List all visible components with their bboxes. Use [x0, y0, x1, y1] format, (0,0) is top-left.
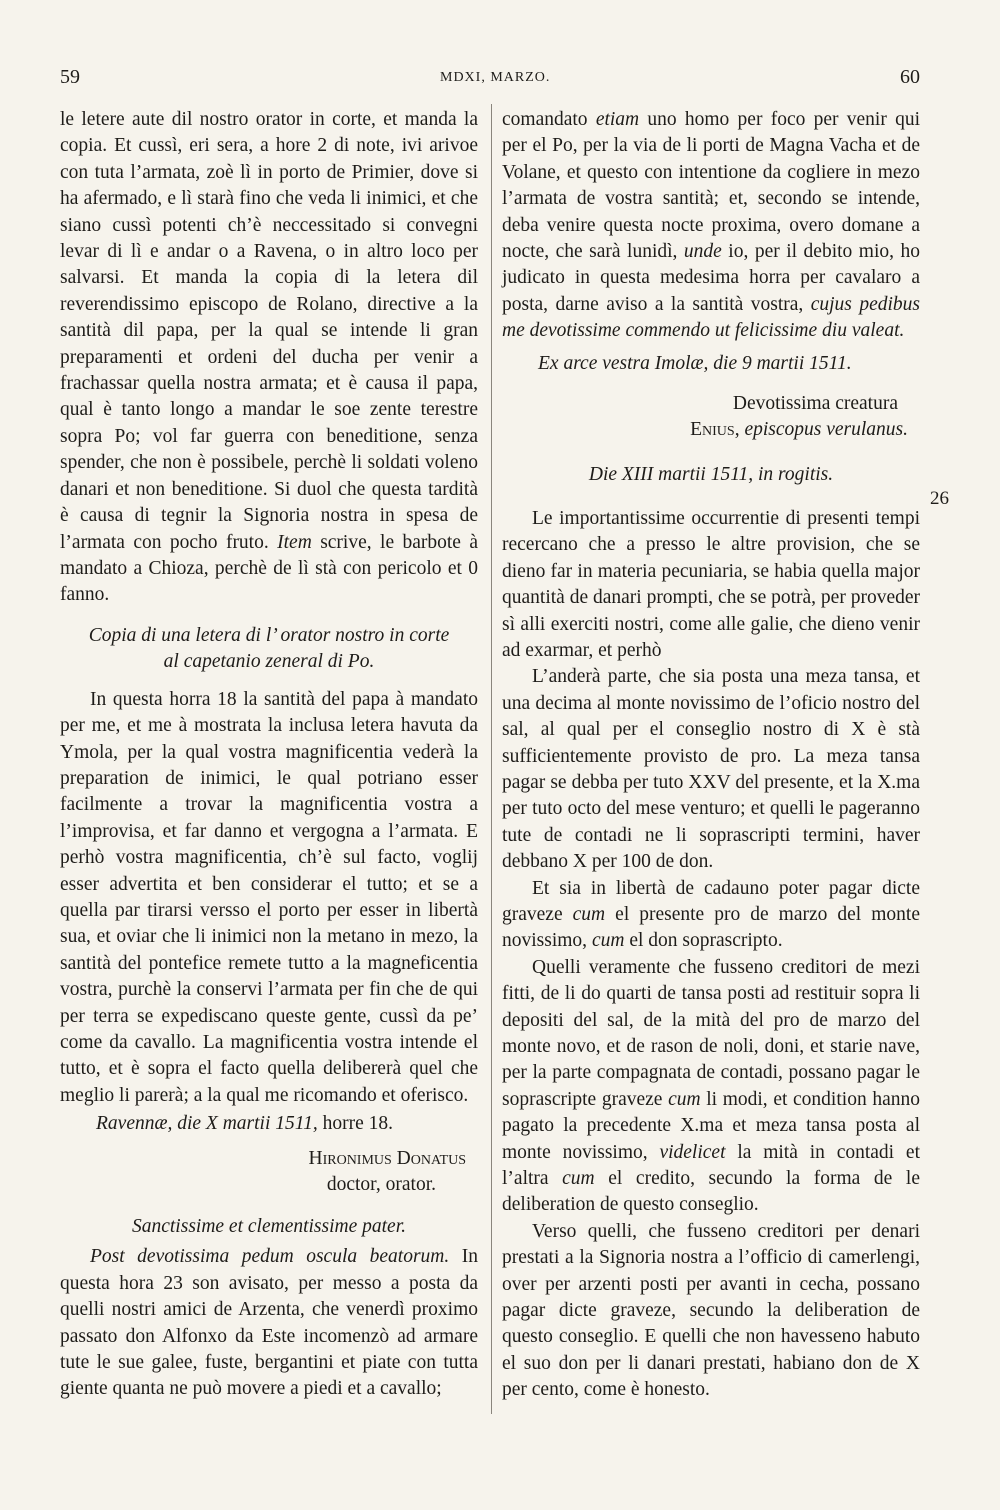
paragraph: L’anderà parte, che sia posta una meza tansa, et una decima al monte novissimo de l’oficio nostro del sal, al qual per el conseglio nostro di X è stà sufficientemente provisto de pro. La meza tansa pagar se debba per tuto XXV del presente, et la X.ma per tuto octo del mese venturo; et quelli le pageranno tute de contadi ne li soprascripti termini, haver debbano X per 100 de don. [502, 666, 920, 873]
page-number-right: 60 [900, 66, 920, 88]
dateline: Ex arce vestra Imolæ, die 9 martii 1511. [538, 352, 852, 374]
dateline-place: Ravennæ, die X martii 1511, [96, 1113, 318, 1135]
italic-word: cum [572, 903, 606, 925]
signature-name: Hironimus Donatus [308, 1147, 466, 1169]
paragraph-text: Et sia in libertà de cadauno poter pagar dicte graveze [502, 877, 920, 925]
signature [502, 391, 920, 444]
signature [60, 1146, 478, 1199]
paragraph-text: In questa hora 23 son avisato, per messo a posta da quelli nostri amici de Arzenta, che venerdì proximo passato don Alfonxo da Este incomenzò ad armare tute le sue galee, fuste, bergantini et piate con tutta giente quanta ne può movere a piedi et a cavallo; [60, 1246, 478, 1400]
paragraph-text: Quelli veramente che fusseno creditori de mezi fitti, de li do quarti de tansa posti ad restituir sopra li depositi del sal, de la mità del pro de marzo del monte novo, et de rason de noli, doni, et starie nave, per la parte compagnata de contadi, possano pagar le soprascripte graveze [502, 956, 920, 1110]
paragraph [60, 107, 478, 609]
paragraph-text: el credito, secundo la forma de le deliberation de questo conseglio. [502, 1168, 920, 1216]
paragraph [60, 1244, 478, 1402]
paragraph [502, 107, 920, 345]
paragraph [502, 876, 920, 955]
dateline-hour: horre 18. [317, 1113, 393, 1135]
heading-line: al capetanio zeneral di Po. [163, 650, 375, 672]
italic-word: Item [277, 531, 312, 553]
paragraph-text: uno homo per foco per venir qui per el Po, per la via de li porti de Magna Vacha et de Volane, et questo con intentione da cogliere in mezo l’armata de vostra santità; et, secondo se intende, deba venire questa nocte proxima, overo domane a nocte, che sarà lunidì, [502, 109, 920, 263]
section-heading [60, 623, 478, 675]
column-divider [491, 104, 492, 1414]
paragraph-text: el presente pro de marzo del monte novissimo, [502, 903, 920, 952]
paragraph-text: la mità in contadi et l’altra [502, 1141, 920, 1190]
paragraph-text: scrive, le barbote à mandato a Chioza, perchè de lì stà con pericolo et 0 fanno. [60, 531, 479, 606]
heading-line: Copia di una letera di l’ orator nostro in corte [88, 624, 450, 646]
salutation: Sanctissime et clementissime pater. [131, 1216, 407, 1238]
paragraph: In questa horra 18 la santità del papa à mandato per me, et me à mostrata la inclusa letera havuta da Ymola, per la qual vostra magnificentia vederà la preparation de inimici, le qual potriano esser facilmente a trovar la magnificentia vostra a l’improvisa, et far danno et vergogna a l’armata. E perhò vostra magnificentia, ch’è sul facto, voglij esser advertita et ben considerar el tutto; et se a quella par tirarsi versso el porto per esser in libertà sua, et oviar che li inimici non la metano in mezo, la santità del pontefice remete tutto a la magneficentia vostra, purchè la conservi l’armata per fin che de qui per terra se expediscano queste gente, cussì da pe’ come da cavallo. La magnificentia vostra intende el tutto, et è sopra el facto quella delibererà quel che meglio li parerà; a la qual me ricomando et oferisco. [60, 688, 478, 1106]
paragraph-text: comandato [502, 109, 596, 130]
running-title: MDXI, MARZO. [440, 70, 551, 85]
paragraph: Verso quelli, che fusseno creditori per denari prestati a la Signoria nostra a l’officio di camerlengi, over per arzenti posti per avanti in cecha, possano pagar dicte graveze, secundo la deliberation de questo conseglio. E quelli che non havesseno habuto el suo don per li danari prestati, habiano don de X per cento, come è honesto. [502, 1220, 920, 1401]
italic-word: cum [591, 930, 625, 952]
section-heading: Die XIII martii 1511, in rogitis. [588, 463, 834, 485]
italic-word: cum [668, 1088, 701, 1110]
paragraph-text: le letere aute dil nostro orator in corte, et manda la copia. Et cussì, eri sera, a hore 2 di note, ivi arivoe con tuta l’armata, zoè lì in porto de Primier, dove si ha afermado, e lì starà fino che veda li inimici, et che siano cussì potenti ch’è neccessitado si convegni levar di lì e andar o a Ravena, o in altro loco per salvarsi. Et manda la copia di la letera dil reverendissimo episcopo de Rolano, directive a la santità dil papa, per la qual se intende li gran preparamenti et ordeni del ducha per venir a frachassar quella nostra armata; et è causa il papa, qual è tanto longo a mandar le soe zente terestre sopra Po; vol far guerra con beneditione, senza spender, che non è possibele, perchè li soldati voleno danari et non beneditione. Si duol che questa tardità è causa di tegnir la Signoria nostra in spesa de l’armata con pocho fruto. [60, 109, 478, 553]
dateline [60, 1111, 478, 1137]
paragraph-text: io, per il debito mio, ho judicato in questa medesima horra per cavalaro a posta, darne aviso a la santità vostra, [502, 241, 920, 315]
page-header [60, 66, 920, 96]
italic-word: unde [683, 241, 722, 263]
signature-name-line: Enius, episcopus verulanus. [690, 419, 908, 441]
paragraph-text: li modi, et condition hanno pagato la precedente X.ma et meza tansa posta al monte novissimo, [502, 1088, 920, 1163]
left-column [60, 107, 478, 1403]
paragraph-text: el don soprascripto. [624, 930, 783, 952]
paragraph: Le importantissime occurrentie di presenti tempi recercano che a presso le altre provision, che se dieno far in materia pecuniaria, se habia quella major quantità de danari prompti, che se potrà, per proveder sì alli exerciti nostri, come alle galie, che dieno venir ad exarmar, et perhò [502, 507, 921, 661]
italic-word: cum [562, 1168, 595, 1190]
paragraph [502, 955, 920, 1219]
signature-line: Devotissima creatura [732, 393, 898, 415]
signature-title: episcopus verulanus. [744, 419, 908, 441]
italic-word: etiam [595, 109, 640, 130]
margin-line-number: 26 [930, 488, 949, 509]
signature-name: Enius [690, 419, 735, 441]
italic-word: videlicet [659, 1141, 726, 1163]
right-column [502, 107, 920, 1404]
signature-title: doctor, orator. [326, 1174, 436, 1196]
closing-formula: cujus pedibus me devotissime commendo ut felicissime diu valeat. [502, 293, 920, 342]
page-number-left: 59 [60, 66, 80, 88]
opening-formula: Post devotissima pedum oscula beatorum. [90, 1246, 450, 1268]
